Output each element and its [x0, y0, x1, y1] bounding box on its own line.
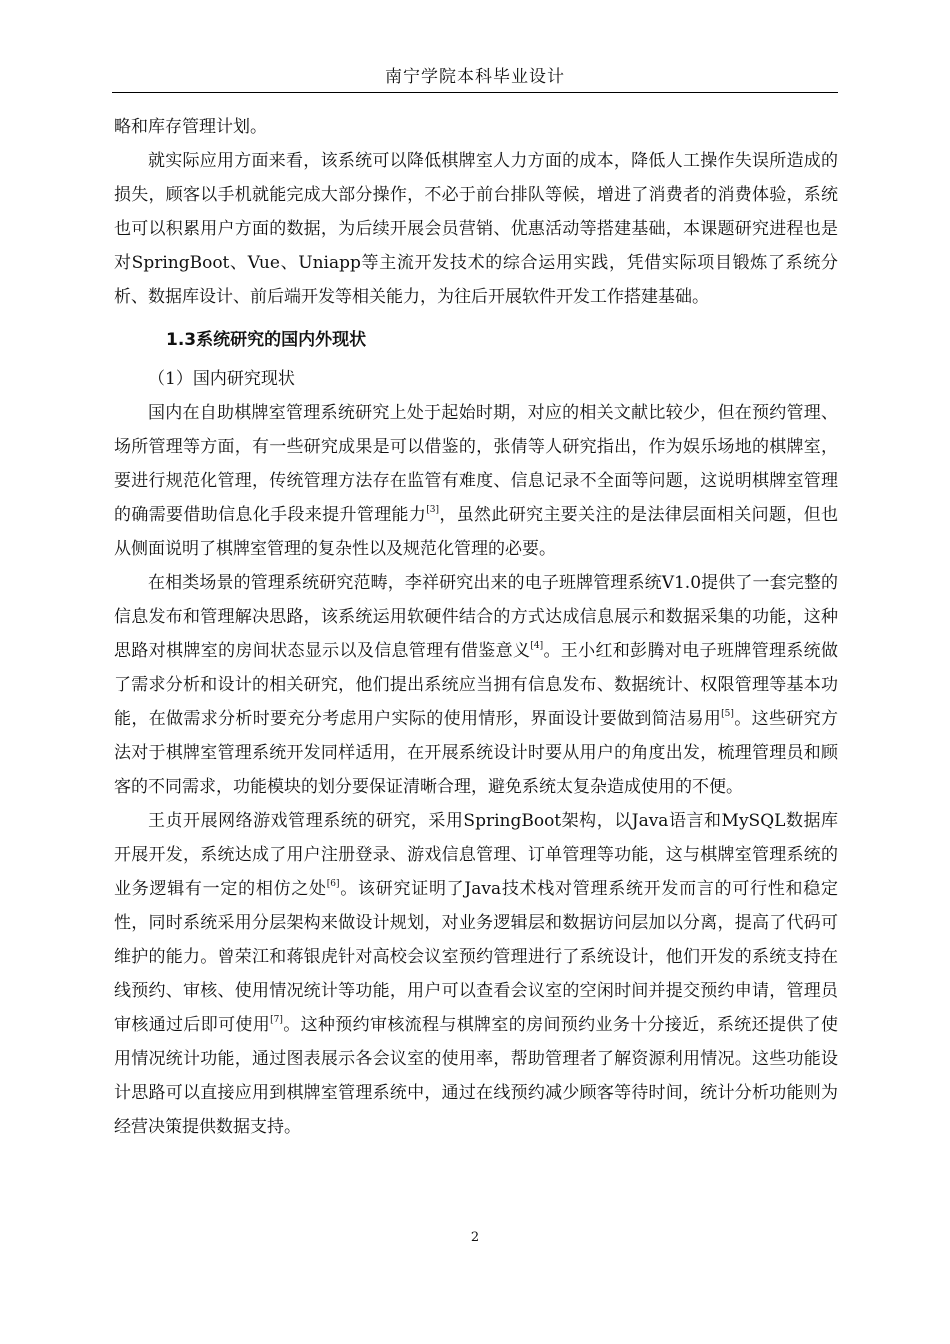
paragraph-practical-significance: 就实际应用方面来看，该系统可以降低棋牌室人力方面的成本，降低人工操作失误所造成的损失，顾客以手机就能完成大部分操作，不必于前台排队等候，增进了消费者的消费体验，系统也可以积累用户方面的数据，为后续开展会员营销、优惠活动等搭建基础，本课题研究进程也是对SpringBoot、Vue、Uniapp等主流开发技术的综合运用实践，凭借实际项目锻炼了系统分析、数据库设计、前后端开发等相关能力，为往后开展软件开发工作搭建基础。: [114, 151, 838, 307]
citation-ref: [3]: [426, 505, 440, 515]
subheading-domestic-research: （1）国内研究现状: [148, 369, 295, 389]
body-text: [114, 110, 838, 1144]
running-header: 南宁学院本科毕业设计: [385, 67, 565, 87]
paragraph-text: 。这种预约审核流程与棋牌室的房间预约业务十分接近，系统还提供了使用情况统计功能，通过图表展示各会议室的使用率，帮助管理者了解资源利用情况。这些功能设计思路可以直接应用到棋牌室管理系统中，通过在线预约减少顾客等待时间，统计分析功能则为经营决策提供数据支持。: [114, 1015, 839, 1137]
paragraph-text: 国内在自助棋牌室管理系统研究上处于起始时期，对应的相关文献比较少，但在预约管理、场所管理等方面，有一些研究成果是可以借鉴的，张倩等人研究指出，作为娱乐场地的棋牌室，要进行规范化管理，传统管理方法存在监管有难度、信息记录不全面等问题，这说明棋牌室管理的确需要借助信息化手段来提升管理能力: [114, 403, 838, 525]
paragraph-continuation: 略和库存管理计划。: [114, 117, 267, 137]
paragraph-text: 在相类场景的管理系统研究范畴，李祥研究出来的电子班牌管理系统V1.0提供了一套完整的信息发布和管理解决思路，该系统运用软硬件结合的方式达成信息展示和数据采集的功能，这种思路对棋牌室的房间状态显示以及信息管理有借鉴意义: [114, 573, 838, 661]
paragraph-springboot-research: [114, 804, 838, 1144]
header-rule: [112, 92, 838, 93]
citation-ref: [5]: [721, 709, 734, 719]
paragraph-text: ，虽然此研究主要关注的是法律层面相关问题，但也从侧面说明了棋牌室管理的复杂性以及规范化管理的必要。: [114, 505, 839, 559]
citation-ref: [6]: [326, 879, 340, 889]
paragraph-domestic-research: [114, 396, 838, 566]
paragraph-similar-systems: [114, 566, 838, 804]
citation-ref: [7]: [270, 1015, 283, 1025]
section-heading: 1.3系统研究的国内外现状: [166, 330, 367, 350]
page-number: 2: [470, 1230, 480, 1245]
citation-ref: [4]: [530, 641, 544, 651]
paragraph-text: 。该研究证明了Java技术栈对管理系统开发而言的可行性和稳定性，同时系统采用分层架构来做设计规划，对业务逻辑层和数据访问层加以分离，提高了代码可维护的能力。曾荣江和蒋银虎针对高校会议室预约管理进行了系统设计，他们开发的系统支持在线预约、审核、使用情况统计等功能，用户可以查看会议室的空闲时间并提交预约申请，管理员审核通过后即可使用: [114, 879, 838, 1035]
paragraph-text: 。王小红和彭腾对电子班牌管理系统做了需求分析和设计的相关研究，他们提出系统应当拥有信息发布、数据统计、权限管理等基本功能，在做需求分析时要充分考虑用户实际的使用情形，界面设计要做到简洁易用: [114, 641, 839, 729]
paragraph-text: 王贞开展网络游戏管理系统的研究，采用SpringBoot架构，以Java语言和MySQL数据库开展开发，系统达成了用户注册登录、游戏信息管理、订单管理等功能，这与棋牌室管理系统的业务逻辑有一定的相仿之处: [114, 811, 838, 899]
paragraph-text: 。这些研究方法对于棋牌室管理系统开发同样适用，在开展系统设计时要从用户的角度出发，梳理管理员和顾客的不同需求，功能模块的划分要保证清晰合理，避免系统太复杂造成使用的不便。: [114, 709, 839, 797]
